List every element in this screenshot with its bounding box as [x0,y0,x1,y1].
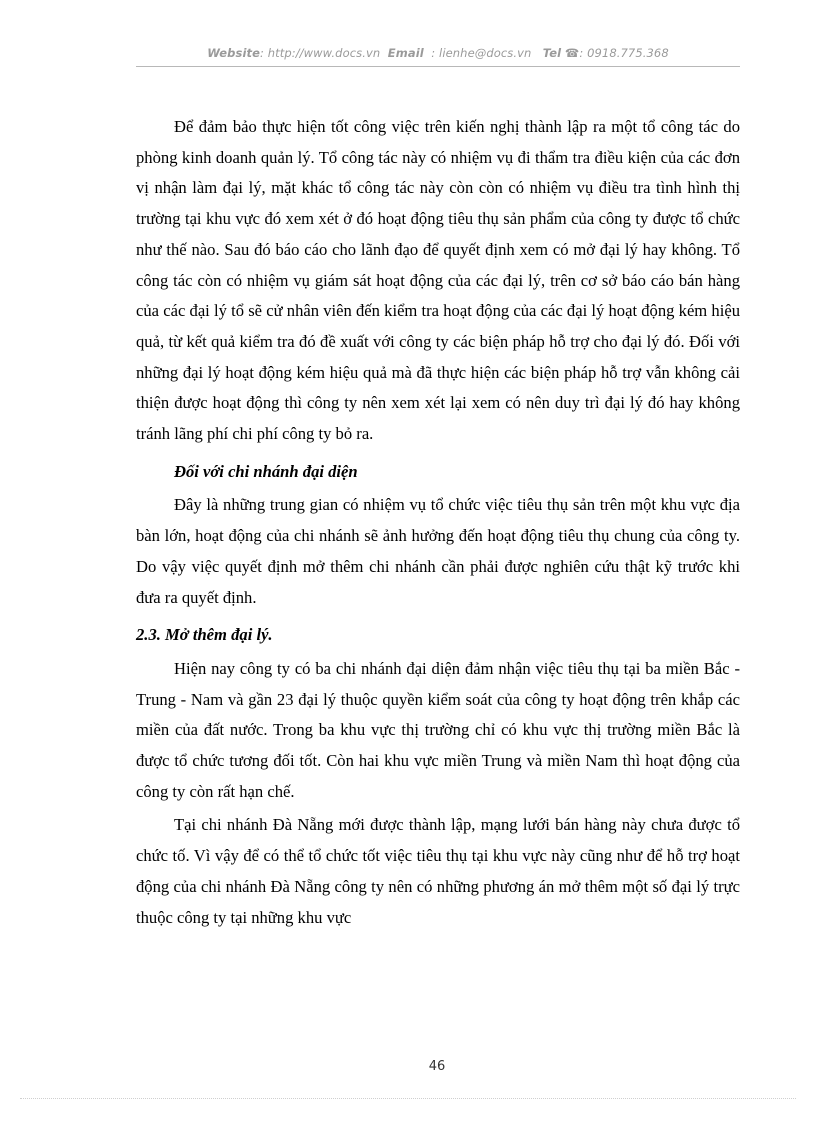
phone-icon: ☎ [564,46,580,60]
paragraph-2: Đây là những trung gian có nhiệm vụ tổ chức việc tiêu thụ sản trên một khu vực địa bàn lớn, hoạt động của chi nhánh sẽ ảnh hưởng đến hoạt động tiêu thụ chung của công ty. Do vậy việc quyết định mở thêm chi nhánh cần phải được nghiên cứu thật kỹ trước khi đưa ra quyết định. [136,495,740,607]
page-number: 46 [428,1059,446,1074]
email-label: Email [387,46,424,60]
website-label: Website [207,46,260,60]
subheading-branch: Đối với chi nhánh đại diện [174,461,358,481]
tel-label: Tel [542,46,562,60]
email-link[interactable]: : lienhe@docs.vn [431,46,532,60]
paragraph-3: Hiện nay công ty có ba chi nhánh đại diện đảm nhận việc tiêu thụ tại ba miền Bắc - Trung - Nam và gần 23 đại lý thuộc quyền kiểm soát của công ty hoạt động trên khắp các miền của đất nước. Trong ba khu vực thị trường chỉ có khu vực thị trường miền Bắc là được tổ chức tương đối tốt. Còn hai khu vực miền Trung và miền Nam thì hoạt động của công ty còn rất hạn chế. [136,658,740,801]
website-link[interactable]: : http://www.docs.vn [259,46,381,60]
page-bottom-border [20,1098,796,1099]
page-header [136,46,740,60]
document-body [136,112,740,933]
tel-value: : 0918.775.368 [579,46,669,60]
paragraph-4: Tại chi nhánh Đà Nẵng mới được thành lập, mạng lưới bán hàng này chưa được tổ chức tố. Vì vậy để có thể tổ chức tốt việc tiêu thụ tại khu vực này cũng như để hỗ trợ hoạt động của chi nhánh Đà Nẵng công ty nên có những phương án mở thêm một số đại lý trực thuộc công ty tại những khu vực [136,815,740,927]
header-divider [136,66,740,67]
paragraph-1: Để đảm bảo thực hiện tốt công việc trên kiến nghị thành lập ra một tổ công tác do phòng kinh doanh quản lý. Tổ công tác này có nhiệm vụ đi thẩm tra điều kiện của các đơn vị nhận làm đại lý, mặt khác tổ công tác này còn còn có nhiệm vụ điều tra tình hình thị trường tại khu vực đó xem xét ở đó hoạt động tiêu thụ sản phẩm của công ty được tổ chức như thế nào. Sau đó báo cáo cho lãnh đạo để quyết định xem có mở đại lý hay không. Tổ công tác còn có nhiệm vụ giám sát hoạt động của các đại lý, trên cơ sở báo cáo bán hàng của các đại lý tổ sẽ cử nhân viên đến kiểm tra hoạt động của các đại lý hoạt động kém hiệu quả, từ kết quả kiểm tra đó đề xuất với công ty các biện pháp hỗ trợ cho đại lý đó. Đối với những đại lý hoạt động kém hiệu quả mà đã thực hiện các biện pháp hỗ trợ vẫn không cải thiện được hoạt động thì công ty nên xem xét lại xem có nên duy trì đại lý đó hay không tránh lãng phí chi phí công ty bỏ ra. [136,117,740,444]
section-heading-2-3: 2.3. Mở thêm đại lý. [136,625,273,645]
